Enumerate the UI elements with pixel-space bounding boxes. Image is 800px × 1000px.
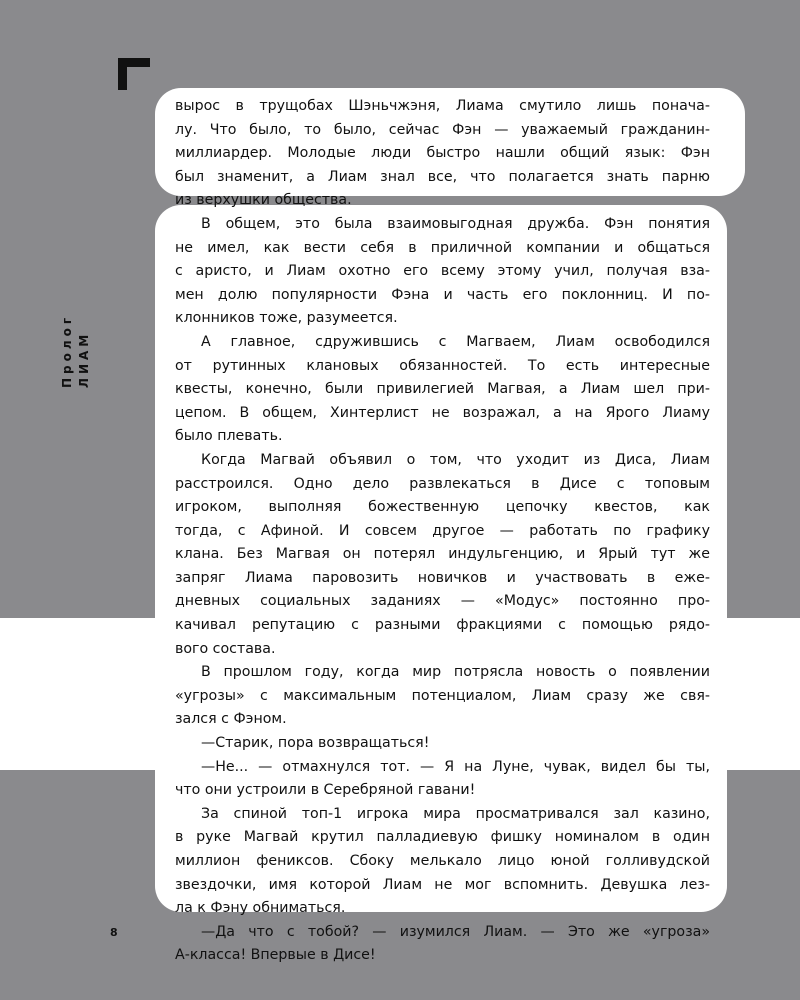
text-line: клана. Без Магвая он потерял индульгенцию, и Ярый тут же — [175, 546, 710, 563]
text-line: игроком, выполняя божественную цепочку квестов, как — [175, 499, 710, 516]
corner-bracket-icon — [118, 58, 150, 90]
text-line: зался с Фэном. — [175, 711, 287, 728]
text-line: —Старик, пора возвращаться! — [201, 735, 430, 752]
text-line: квесты, конечно, были привилегией Магвая, а Лиам шел при- — [175, 381, 710, 398]
text-line: что они устроили в Серебряной гавани! — [175, 782, 476, 799]
page-number: 8 — [110, 926, 118, 939]
text-line: лу. Что было, то было, сейчас Фэн — уважаемый гражданин- — [175, 121, 710, 138]
text-line: ла к Фэну обниматься. — [175, 900, 346, 917]
text-line: было плевать. — [175, 428, 283, 445]
text-line: тогда, с Афиной. И совсем другое — работать по графику — [175, 522, 710, 539]
text-line: А главное, сдружившись с Магваем, Лиам освободился — [201, 333, 710, 350]
text-line: Когда Магвай объявил о том, что уходит из Диса, Лиам — [201, 451, 710, 468]
text-line: дневных социальных заданиях — «Модус» постоянно про- — [175, 593, 710, 610]
text-line: был знаменит, а Лиам знал все, что полагается знать парню — [175, 168, 710, 185]
running-head — [58, 300, 98, 390]
section-title: Пролог — [60, 313, 74, 388]
text-line: —Не... — отмахнулся тот. — Я на Луне, чувак, видел бы ты, — [201, 758, 710, 775]
text-line: запряг Лиама паровозить новичков и участвовать в еже- — [175, 569, 710, 586]
text-line: с аристо, и Лиам охотно его всему этому учил, получая вза- — [175, 263, 710, 280]
text-line: миллиардер. Молодые люди быстро нашли общий язык: Фэн — [175, 145, 710, 162]
text-line: звездочки, имя которой Лиам не мог вспомнить. Девушка лез- — [175, 876, 710, 893]
text-line: миллион фениксов. Сбоку мелькало лицо юной голливудской — [175, 853, 710, 869]
text-line: не имел, как вести себя в приличной компании и общаться — [175, 239, 710, 256]
text-line: За спиной топ-1 игрока мира просматривался зал казино, — [201, 805, 710, 822]
body-text — [175, 95, 710, 968]
text-line: В прошлом году, когда мир потрясла новость о появлении — [201, 664, 710, 681]
text-line: мен долю популярности Фэна и часть его поклонниц. И по- — [175, 286, 710, 303]
text-line: цепом. В общем, Хинтерлист не возражал, а на Ярого Лиаму — [175, 404, 710, 421]
text-line: клонников тоже, разумеется. — [175, 310, 398, 327]
chapter-title: ЛИАМ — [77, 330, 91, 388]
text-line: А-класса! Впервые в Дисе! — [175, 947, 376, 964]
text-line: из верхушки общества. — [175, 192, 352, 209]
text-line: вырос в трущобах Шэньчжэня, Лиама смутило лишь понача- — [175, 98, 710, 114]
text-line: качивал репутацию с разными фракциями с помощью рядо- — [175, 617, 710, 634]
text-line: от рутинных клановых обязанностей. То есть интересные — [175, 357, 710, 374]
text-line: расстроился. Одно дело развлекаться в Дисе с топовым — [175, 475, 710, 492]
text-line: вого состава. — [175, 640, 276, 657]
text-line: «угрозы» с максимальным потенциалом, Лиам сразу же свя- — [175, 687, 710, 704]
text-line: в руке Магвай крутил палладиевую фишку номиналом в один — [175, 829, 710, 846]
text-line: В общем, это была взаимовыгодная дружба. Фэн понятия — [201, 215, 710, 232]
text-line: —Да что с тобой? — изумился Лиам. — Это же «угроза» — [201, 923, 710, 940]
